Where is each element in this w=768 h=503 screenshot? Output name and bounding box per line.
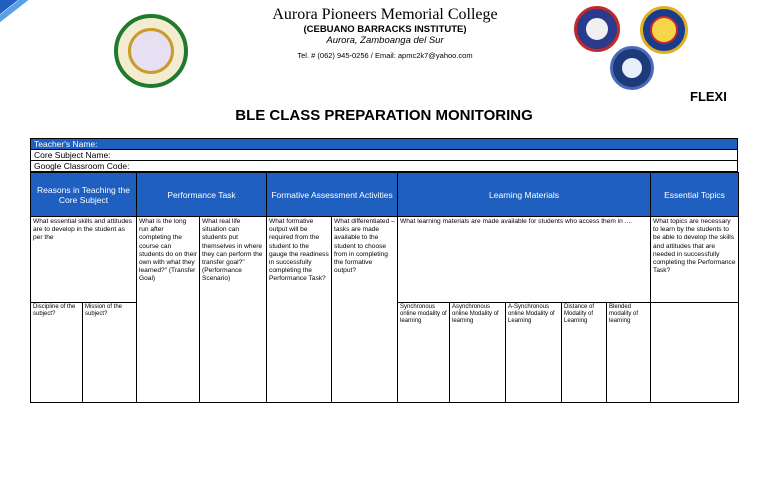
reasons-question: What essential skills and attitudes are to develop in the student as per the xyxy=(31,217,137,303)
header-formative-assessment: Formative Assessment Activities xyxy=(267,173,398,217)
page-title: BLE CLASS PREPARATION MONITORING xyxy=(235,107,533,124)
formative-output-question: What formative output will be required from the student to the gauge the readiness in successfully completing the Performance Task? xyxy=(267,217,332,403)
topics-question: What topics are necessary to learn by the students to be able to develop the skills and attitudes that are needed in successfully completing the Performance Task? xyxy=(651,217,739,303)
header-essential-topics: Essential Topics xyxy=(651,173,739,217)
flexi-tag: FLEXI xyxy=(690,89,727,104)
blended-modality-cell: Blended modality of learning xyxy=(607,303,651,403)
monitoring-form xyxy=(30,138,738,403)
college-address: Aurora, Zamboanga del Sur xyxy=(326,35,444,46)
transfer-goal-question: What is the long run after completing the course can students do on their own with what they learned?" (Transfer Goal) xyxy=(137,217,200,403)
materials-question: What learning materials are made available for students who access them in .... xyxy=(398,217,651,303)
performance-scenario-question: What real life situation can students put themselves in where they can perform the transfer goal?" (Performance Scenario) xyxy=(200,217,267,403)
contact-line: Tel. # (062) 945-0256 / Email: apmc2k7@yahoo.com xyxy=(297,51,473,60)
college-seal-logo xyxy=(114,14,188,88)
college-name: Aurora Pioneers Memorial College xyxy=(272,6,498,23)
tesda-seal-logo xyxy=(610,46,654,90)
sync-modality-cell: Synchronous online modality of learning xyxy=(398,303,450,403)
mission-cell: Mission of the subject? xyxy=(83,303,137,403)
topics-answer-cell[interactable] xyxy=(651,303,739,403)
classroom-code-field[interactable]: Google Classroom Code: xyxy=(31,161,738,172)
header-reasons: Reasons in Teaching the Core Subject xyxy=(31,173,137,217)
distance-modality-cell: Distance of Modality of Learning xyxy=(562,303,607,403)
government-seal-logo xyxy=(640,6,688,54)
discipline-cell: Discipline of the subject? xyxy=(31,303,83,403)
deped-seal-logo xyxy=(574,6,620,52)
letterhead xyxy=(230,6,540,63)
core-subject-field[interactable]: Core Subject Name: xyxy=(31,150,738,161)
ag-sync-modality-cell: A-Synchronous online Modality of Learning xyxy=(506,303,562,403)
async-modality-cell: Asynchronous online Modality of learning xyxy=(450,303,506,403)
header-performance-task: Performance Task xyxy=(137,173,267,217)
info-table xyxy=(30,138,738,172)
planning-table xyxy=(30,172,739,403)
teacher-name-field[interactable]: Teacher's Name: xyxy=(31,139,738,150)
institute-name: (CEBUANO BARRACKS INSTITUTE) xyxy=(303,24,467,35)
differentiated-tasks-question: What differentiated – tasks are made available to the student to choose from in completing the formative output? xyxy=(332,217,398,403)
header-learning-materials: Learning Materials xyxy=(398,173,651,217)
